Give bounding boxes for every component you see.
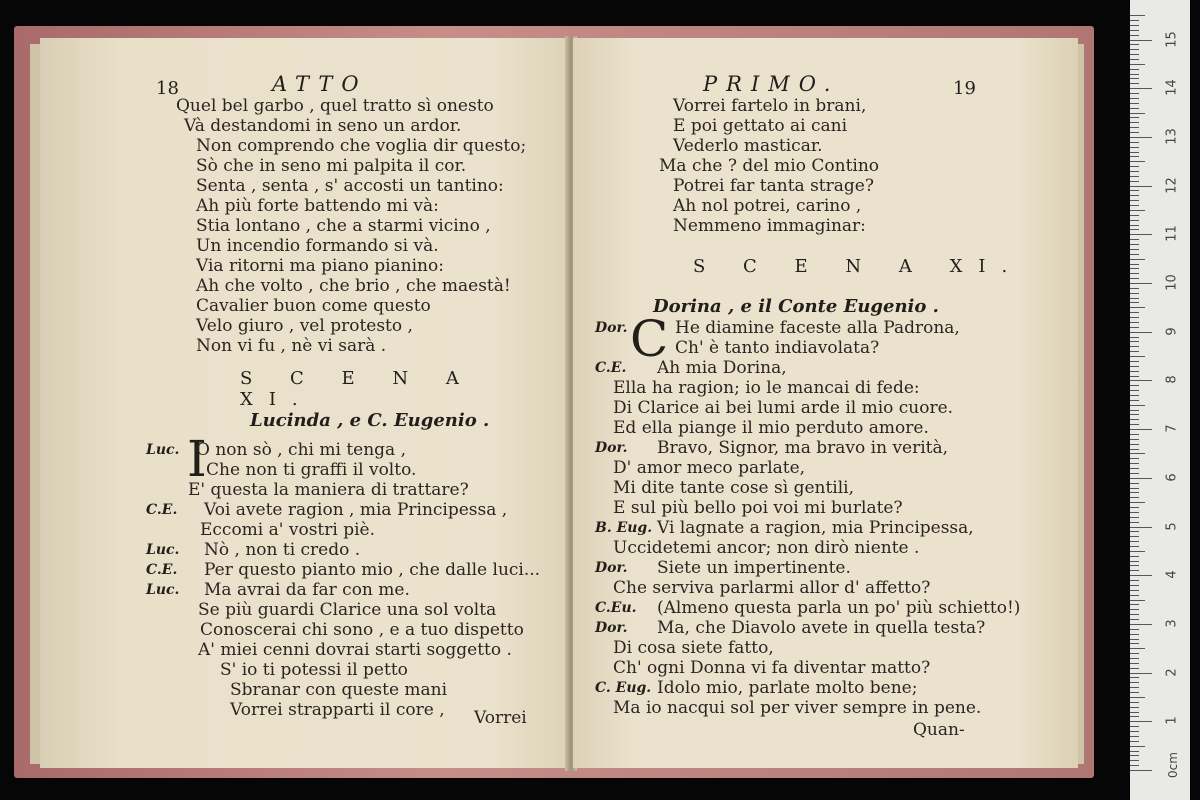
ruler-tick [1130, 147, 1139, 148]
dialogue-line: Sbranar con queste mani [230, 680, 448, 700]
ruler-unit: 0cm [1165, 752, 1180, 778]
dialogue-line: Ed ella piange il mio perduto amore. [613, 418, 929, 438]
right-catchword: Quan- [913, 720, 965, 740]
ruler-tick [1130, 44, 1139, 45]
left-drop-cap: I [187, 430, 207, 488]
ruler-tick [1130, 351, 1139, 352]
ruler-tick [1130, 561, 1139, 562]
ruler-tick [1130, 302, 1139, 303]
ruler-tick [1130, 502, 1145, 503]
ruler-tick [1130, 54, 1139, 55]
ruler-tick [1130, 565, 1139, 566]
ruler-tick [1130, 181, 1139, 182]
dialogue-line: Uccidetemi ancor; non dirò niente . [613, 538, 920, 558]
ruler-tick [1130, 186, 1152, 187]
ruler-number: 13 [1164, 128, 1180, 145]
ruler-tick [1130, 419, 1139, 420]
ruler-tick [1130, 517, 1139, 518]
speaker-label: B. Eug. [595, 520, 653, 536]
ruler-tick [1130, 322, 1139, 323]
ruler-tick [1130, 346, 1139, 347]
speaker-label: Dor. [595, 620, 628, 636]
dialogue-line: Idolo mio, parlate molto bene; [657, 678, 918, 698]
ruler-tick [1130, 166, 1139, 167]
ruler-tick [1130, 488, 1139, 489]
dialogue-line: Siete un impertinente. [657, 558, 851, 578]
ruler-tick [1130, 341, 1139, 342]
ruler-tick [1130, 746, 1145, 747]
verse-line: Via ritorni ma piano pianino: [196, 256, 444, 276]
ruler-tick [1130, 152, 1139, 153]
ruler-tick [1130, 30, 1139, 31]
verse-line: Un incendio formando si và. [196, 236, 439, 256]
ruler-tick [1130, 293, 1139, 294]
ruler-tick [1130, 259, 1145, 260]
ruler-tick [1130, 268, 1139, 269]
dialogue-line: S' io ti potessi il petto [220, 660, 408, 680]
ruler-tick [1130, 327, 1139, 328]
ruler-tick [1130, 283, 1152, 284]
dialogue-line: Bravo, Signor, ma bravo in verità, [657, 438, 949, 458]
dialogue-line: Ma avrai da far con me. [204, 580, 410, 600]
ruler-tick [1130, 614, 1139, 615]
ruler-tick [1130, 249, 1139, 250]
verse-line: Non vi fu , nè vi sarà . [196, 336, 387, 356]
ruler-tick [1130, 585, 1139, 586]
ruler-tick [1130, 668, 1139, 669]
dialogue-line: Vorrei strapparti il core , [230, 700, 445, 720]
ruler-tick [1130, 69, 1139, 70]
dialogue-line: Mi dite tante cose sì gentili, [613, 478, 855, 498]
ruler-tick [1130, 512, 1139, 513]
dialogue-line: Nò , non ti credo . [204, 540, 361, 560]
verse-line: Ah nol potrei, carino , [673, 196, 862, 216]
ruler-tick [1130, 254, 1139, 255]
ruler-tick [1130, 298, 1139, 299]
dialogue-line: Ch' è tanto indiavolata? [675, 338, 880, 358]
speaker-label: C.E. [146, 502, 178, 518]
dialogue-line: O non sò , chi mi tenga , [196, 440, 406, 460]
ruler-tick [1130, 600, 1145, 601]
ruler-tick [1130, 229, 1139, 230]
verse-line: Ah che volto , che brio , che maestà! [196, 276, 511, 296]
dialogue-line: D' amor meco parlate, [613, 458, 806, 478]
verse-line: Vorrei fartelo in brani, [673, 96, 867, 116]
ruler-tick [1130, 356, 1145, 357]
ruler-tick [1130, 366, 1139, 367]
verse-line: Sò che in seno mi palpita il cor. [196, 156, 467, 176]
ruler-tick [1130, 629, 1139, 630]
right-drop-cap: C [630, 310, 669, 368]
ruler-tick [1130, 117, 1139, 118]
ruler-tick [1130, 658, 1139, 659]
ruler-tick [1130, 93, 1139, 94]
ruler-tick [1130, 205, 1139, 206]
verse-line: Và destandomi in seno un ardor. [184, 116, 462, 136]
ruler-tick [1130, 458, 1139, 459]
ruler-tick [1130, 541, 1139, 542]
ruler-tick [1130, 137, 1152, 138]
speaker-label: Dor. [595, 320, 628, 336]
ruler-number: 2 [1164, 667, 1180, 677]
ruler-tick [1130, 74, 1139, 75]
ruler-tick [1130, 25, 1139, 26]
ruler-tick [1130, 692, 1139, 693]
ruler-tick [1130, 507, 1139, 508]
ruler-tick [1130, 673, 1152, 674]
ruler-tick [1130, 40, 1152, 41]
ruler-tick [1130, 380, 1152, 381]
ruler-tick [1130, 444, 1139, 445]
ruler-tick [1130, 108, 1139, 109]
left-catchword: Vorrei [474, 708, 527, 728]
dialogue-line: Ah mia Dorina, [657, 358, 787, 378]
ruler-tick [1130, 161, 1145, 162]
verse-line: E poi gettato ai cani [673, 116, 848, 136]
ruler-tick [1130, 239, 1139, 240]
speaker-label: Luc. [146, 442, 180, 458]
ruler-tick [1130, 546, 1139, 547]
ruler-tick [1130, 697, 1145, 698]
ruler-tick [1130, 176, 1139, 177]
ruler-tick [1130, 453, 1145, 454]
speaker-label: C.Eu. [595, 600, 637, 616]
ruler-tick [1130, 439, 1139, 440]
left-page-header: ATTO [272, 72, 368, 96]
ruler-tick [1130, 395, 1139, 396]
ruler-tick [1130, 15, 1145, 16]
ruler-tick [1130, 707, 1139, 708]
ruler-tick [1130, 619, 1139, 620]
dialogue-line: E' questa la maniera di trattare? [188, 480, 469, 500]
dialogue-line: Voi avete ragion , mia Principessa , [204, 500, 508, 520]
ruler-tick [1130, 171, 1139, 172]
ruler-number: 8 [1164, 375, 1180, 385]
verse-line: Potrei far tanta strage? [673, 176, 874, 196]
ruler-tick [1130, 414, 1139, 415]
ruler-tick [1130, 376, 1139, 377]
dialogue-line: Per questo pianto mio , che dalle luci... [204, 560, 541, 580]
speaker-label: Luc. [146, 582, 180, 598]
ruler-tick [1130, 449, 1139, 450]
ruler-tick [1130, 639, 1139, 640]
ruler-tick [1130, 522, 1139, 523]
verse-line: Quel bel garbo , quel tratto sì onesto [176, 96, 494, 116]
ruler-tick [1130, 527, 1152, 528]
ruler-tick [1130, 653, 1139, 654]
dialogue-line: Ma io nacqui sol per viver sempre in pene. [613, 698, 982, 718]
ruler-tick [1130, 132, 1139, 133]
speaker-label: C.E. [595, 360, 627, 376]
ruler-tick [1130, 337, 1139, 338]
verse-line: Ma che ? del mio Contino [659, 156, 880, 176]
ruler-tick [1130, 273, 1139, 274]
speaker-label: Luc. [146, 542, 180, 558]
dialogue-line: Ma, che Diavolo avete in quella testa? [657, 618, 986, 638]
dialogue-line: Eccomi a' vostri piè. [200, 520, 376, 540]
ruler-tick [1130, 731, 1139, 732]
ruler-tick [1130, 634, 1139, 635]
ruler-tick [1130, 142, 1139, 143]
dialogue-line: A' miei cenni dovrai starti soggetto . [198, 640, 512, 660]
ruler-tick [1130, 312, 1139, 313]
ruler-tick [1130, 687, 1139, 688]
dialogue-line: Ch' ogni Donna vi fa diventar matto? [613, 658, 931, 678]
ruler-tick [1130, 264, 1139, 265]
ruler-number: 10 [1164, 274, 1180, 291]
ruler-tick [1130, 220, 1139, 221]
ruler-tick [1130, 604, 1139, 605]
ruler-tick [1130, 200, 1139, 201]
left-scene-title: S C E N A XI. [240, 368, 475, 410]
right-page [573, 38, 1078, 768]
verse-line: Nemmeno immaginar: [673, 216, 866, 236]
ruler-number: 15 [1164, 30, 1180, 48]
dialogue-line: Che serviva parlarmi allor d' affetto? [613, 578, 931, 598]
ruler-tick [1130, 127, 1139, 128]
ruler-number: 12 [1164, 176, 1180, 194]
ruler-tick [1130, 210, 1145, 211]
left-page-number: 18 [156, 78, 179, 99]
ruler-tick [1130, 648, 1145, 649]
ruler-tick [1130, 78, 1139, 79]
ruler-tick [1130, 410, 1139, 411]
ruler-tick [1130, 156, 1139, 157]
ruler-tick [1130, 736, 1139, 737]
ruler-tick [1130, 195, 1139, 196]
ruler-tick [1130, 580, 1139, 581]
ruler-tick [1130, 332, 1152, 333]
ruler-tick [1130, 98, 1139, 99]
dialogue-line: Di Clarice ai bei lumi arde il mio cuore. [613, 398, 954, 418]
ruler-tick [1130, 288, 1139, 289]
ruler-tick [1130, 473, 1139, 474]
right-characters: Dorina , e il Conte Eugenio . [653, 296, 939, 317]
ruler-tick [1130, 609, 1139, 610]
dialogue-line: Vi lagnate a ragion, mia Principessa, [657, 518, 974, 538]
ruler-tick [1130, 663, 1139, 664]
ruler-tick [1130, 190, 1139, 191]
ruler-tick [1130, 702, 1139, 703]
ruler-number: 6 [1164, 473, 1180, 482]
ruler-tick [1130, 468, 1139, 469]
dialogue-line: (Almeno questa parla un po' più schietto!) [657, 598, 1021, 618]
ruler-tick [1130, 244, 1139, 245]
ruler-tick [1130, 765, 1139, 766]
ruler-tick [1130, 677, 1139, 678]
ruler-tick [1130, 307, 1145, 308]
ruler-tick [1130, 643, 1139, 644]
ruler-tick [1130, 755, 1139, 756]
ruler-tick [1130, 570, 1139, 571]
ruler-tick [1130, 716, 1139, 717]
right-page-number: 19 [953, 78, 976, 99]
ruler-tick [1130, 536, 1139, 537]
ruler-number: 5 [1164, 521, 1180, 531]
ruler-number: 3 [1164, 619, 1180, 628]
ruler-tick [1130, 59, 1139, 60]
ruler-tick [1130, 278, 1139, 279]
ruler-number: 14 [1164, 79, 1180, 96]
dialogue-line: Conoscerai chi sono , e a tuo dispetto [200, 620, 524, 640]
verse-line: Ah più forte battendo mi và: [196, 196, 439, 216]
verse-line: Stia lontano , che a starmi vicino , [196, 216, 491, 236]
dialogue-line: Se più guardi Clarice una sol volta [198, 600, 497, 620]
ruler-tick [1130, 483, 1139, 484]
ruler-tick [1130, 429, 1152, 430]
ruler-tick [1130, 215, 1139, 216]
ruler-tick [1130, 575, 1152, 576]
verse-line: Senta , senta , s' accosti un tantino: [196, 176, 504, 196]
dialogue-line: Ella ha ragion; io le mancai di fede: [613, 378, 920, 398]
ruler-tick [1130, 390, 1139, 391]
ruler-tick [1130, 751, 1139, 752]
ruler-tick [1130, 726, 1139, 727]
verse-line: Non comprendo che voglia dir questo; [196, 136, 527, 156]
ruler-tick [1130, 103, 1139, 104]
dialogue-line: E sul più bello poi voi mi burlate? [613, 498, 903, 518]
right-scene-title: S C E N A XI. [693, 256, 1024, 277]
ruler-tick [1130, 83, 1139, 84]
ruler-number: 1 [1164, 716, 1180, 725]
verse-line: Cavalier buon come questo [196, 296, 431, 316]
ruler-tick [1130, 624, 1152, 625]
ruler-tick [1130, 531, 1139, 532]
ruler-tick [1130, 317, 1139, 318]
ruler-tick [1130, 760, 1139, 761]
ruler-tick [1130, 371, 1139, 372]
ruler-number: 9 [1164, 327, 1180, 336]
ruler-tick [1130, 741, 1139, 742]
ruler-tick [1130, 400, 1139, 401]
left-characters: Lucinda , e C. Eugenio . [250, 410, 490, 431]
ruler-tick [1130, 478, 1152, 479]
ruler-tick [1130, 434, 1139, 435]
ruler-tick [1130, 122, 1139, 123]
ruler-tick [1130, 20, 1139, 21]
speaker-label: C. Eug. [595, 680, 652, 696]
verse-line: Vederlo masticar. [673, 136, 823, 156]
verse-line: Velo giuro , vel protesto , [196, 316, 413, 336]
ruler-tick [1130, 225, 1139, 226]
speaker-label: C.E. [146, 562, 178, 578]
left-page [40, 38, 570, 768]
ruler-tick [1130, 556, 1139, 557]
ruler-tick [1130, 64, 1145, 65]
dialogue-line: Di cosa siete fatto, [613, 638, 774, 658]
ruler-tick [1130, 113, 1145, 114]
speaker-label: Dor. [595, 440, 628, 456]
ruler-tick [1130, 551, 1145, 552]
ruler-number: 4 [1164, 570, 1180, 579]
ruler-tick [1130, 712, 1139, 713]
ruler-tick [1130, 497, 1139, 498]
ruler-tick [1130, 492, 1139, 493]
ruler-tick [1130, 361, 1139, 362]
ruler-tick [1130, 721, 1152, 722]
right-page-header: PRIMO. [703, 72, 840, 96]
ruler-tick [1130, 385, 1139, 386]
ruler-tick [1130, 405, 1145, 406]
ruler-tick [1130, 770, 1152, 771]
ruler-number: 7 [1164, 424, 1180, 433]
ruler-tick [1130, 49, 1139, 50]
ruler-tick [1130, 682, 1139, 683]
measurement-ruler [1130, 0, 1190, 800]
ruler-tick [1130, 88, 1152, 89]
ruler-tick [1130, 463, 1139, 464]
speaker-label: Dor. [595, 560, 628, 576]
ruler-tick [1130, 424, 1139, 425]
ruler-tick [1130, 35, 1139, 36]
ruler-tick [1130, 595, 1139, 596]
dialogue-line: He diamine faceste alla Padrona, [675, 318, 960, 338]
dialogue-line: Che non ti graffi il volto. [206, 460, 417, 480]
ruler-tick [1130, 590, 1139, 591]
ruler-number: 11 [1164, 225, 1180, 243]
ruler-tick [1130, 234, 1152, 235]
